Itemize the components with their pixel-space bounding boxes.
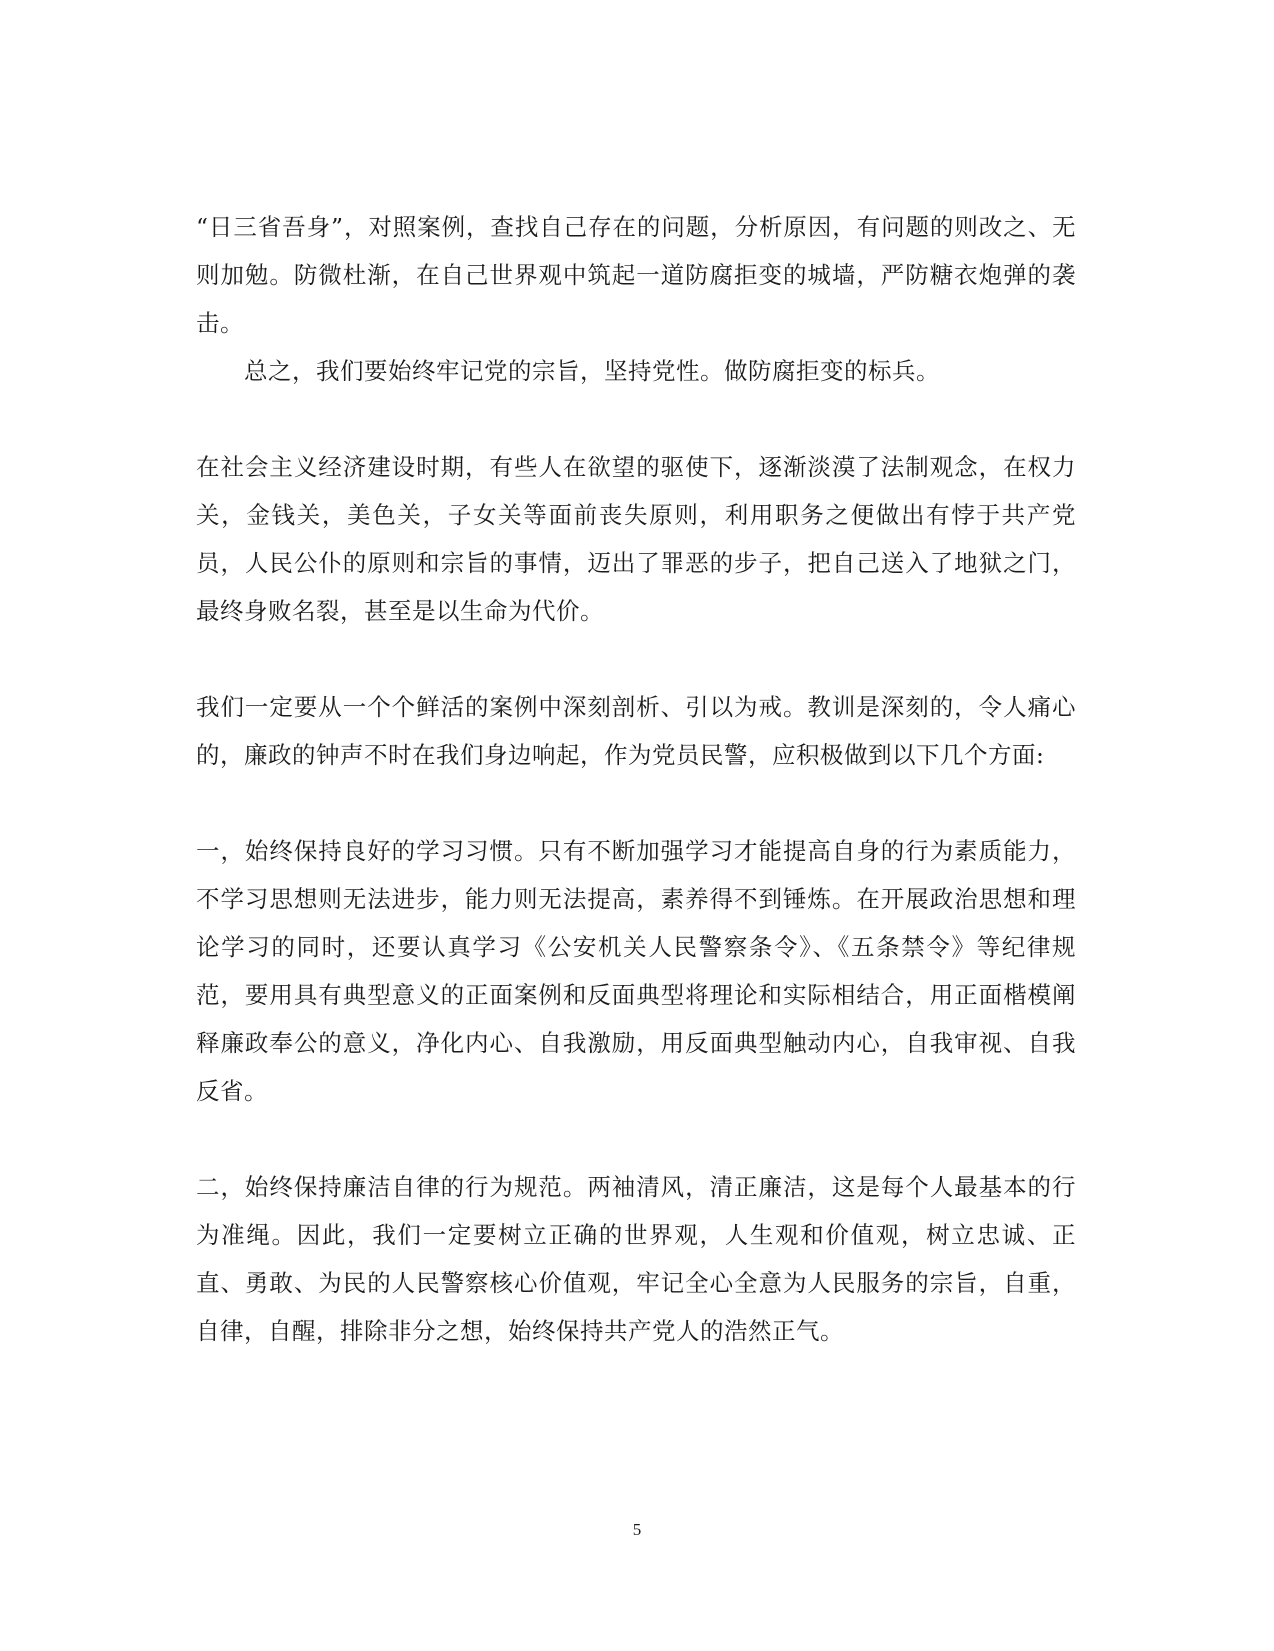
paragraph-point-two: 二，始终保持廉洁自律的行为规范。两袖清风，清正廉洁，这是每个人最基本的行为准绳。因此，我们一定要树立正确的世界观，人生观和价值观，树立忠诚、正直、勇敢、为民的人民警察核心价值观，牢记全心全意为人民服务的宗旨，自重，自律，自醒，排除非分之想，始终保持共产党人的浩然正气。 [196, 1173, 1076, 1345]
document-body [196, 203, 1076, 1355]
paragraph-point-one: 一，始终保持良好的学习习惯。只有不断加强学习才能提高自身的行为素质能力，不学习思想则无法进步，能力则无法提高，素养得不到锤炼。在开展政治思想和理论学习的同时，还要认真学习《公安机关人民警察条令》、《五条禁令》等纪律规范，要用具有典型意义的正面案例和反面典型将理论和实际相结合，用正面楷模阐释廉政奉公的意义，净化内心、自我激励，用反面典型触动内心，自我审视、自我反省。 [196, 837, 1076, 1105]
paragraph-lessons: 我们一定要从一个个鲜活的案例中深刻剖析、引以为戒。教训是深刻的，令人痛心的，廉政的钟声不时在我们身边响起，作为党员民警，应积极做到以下几个方面: [196, 693, 1076, 769]
paragraph-background: 在社会主义经济建设时期，有些人在欲望的驱使下，逐渐淡漠了法制观念，在权力关，金钱关，美色关，子女关等面前丧失原则，利用职务之便做出有悖于共产党员，人民公仆的原则和宗旨的事情，迈出了罪恶的步子，把自己送入了地狱之门，最终身败名裂，甚至是以生命为代价。 [196, 453, 1076, 625]
paragraph-summary: 总之，我们要始终牢记党的宗旨，坚持党性。做防腐拒变的标兵。 [244, 357, 940, 385]
page-number: 5 [632, 1520, 642, 1539]
paragraph-continuation: “日三省吾身”，对照案例，查找自己存在的问题，分析原因，有问题的则改之、无则加勉。防微杜渐，在自己世界观中筑起一道防腐拒变的城墙，严防糖衣炮弹的袭击。 [196, 213, 1076, 337]
